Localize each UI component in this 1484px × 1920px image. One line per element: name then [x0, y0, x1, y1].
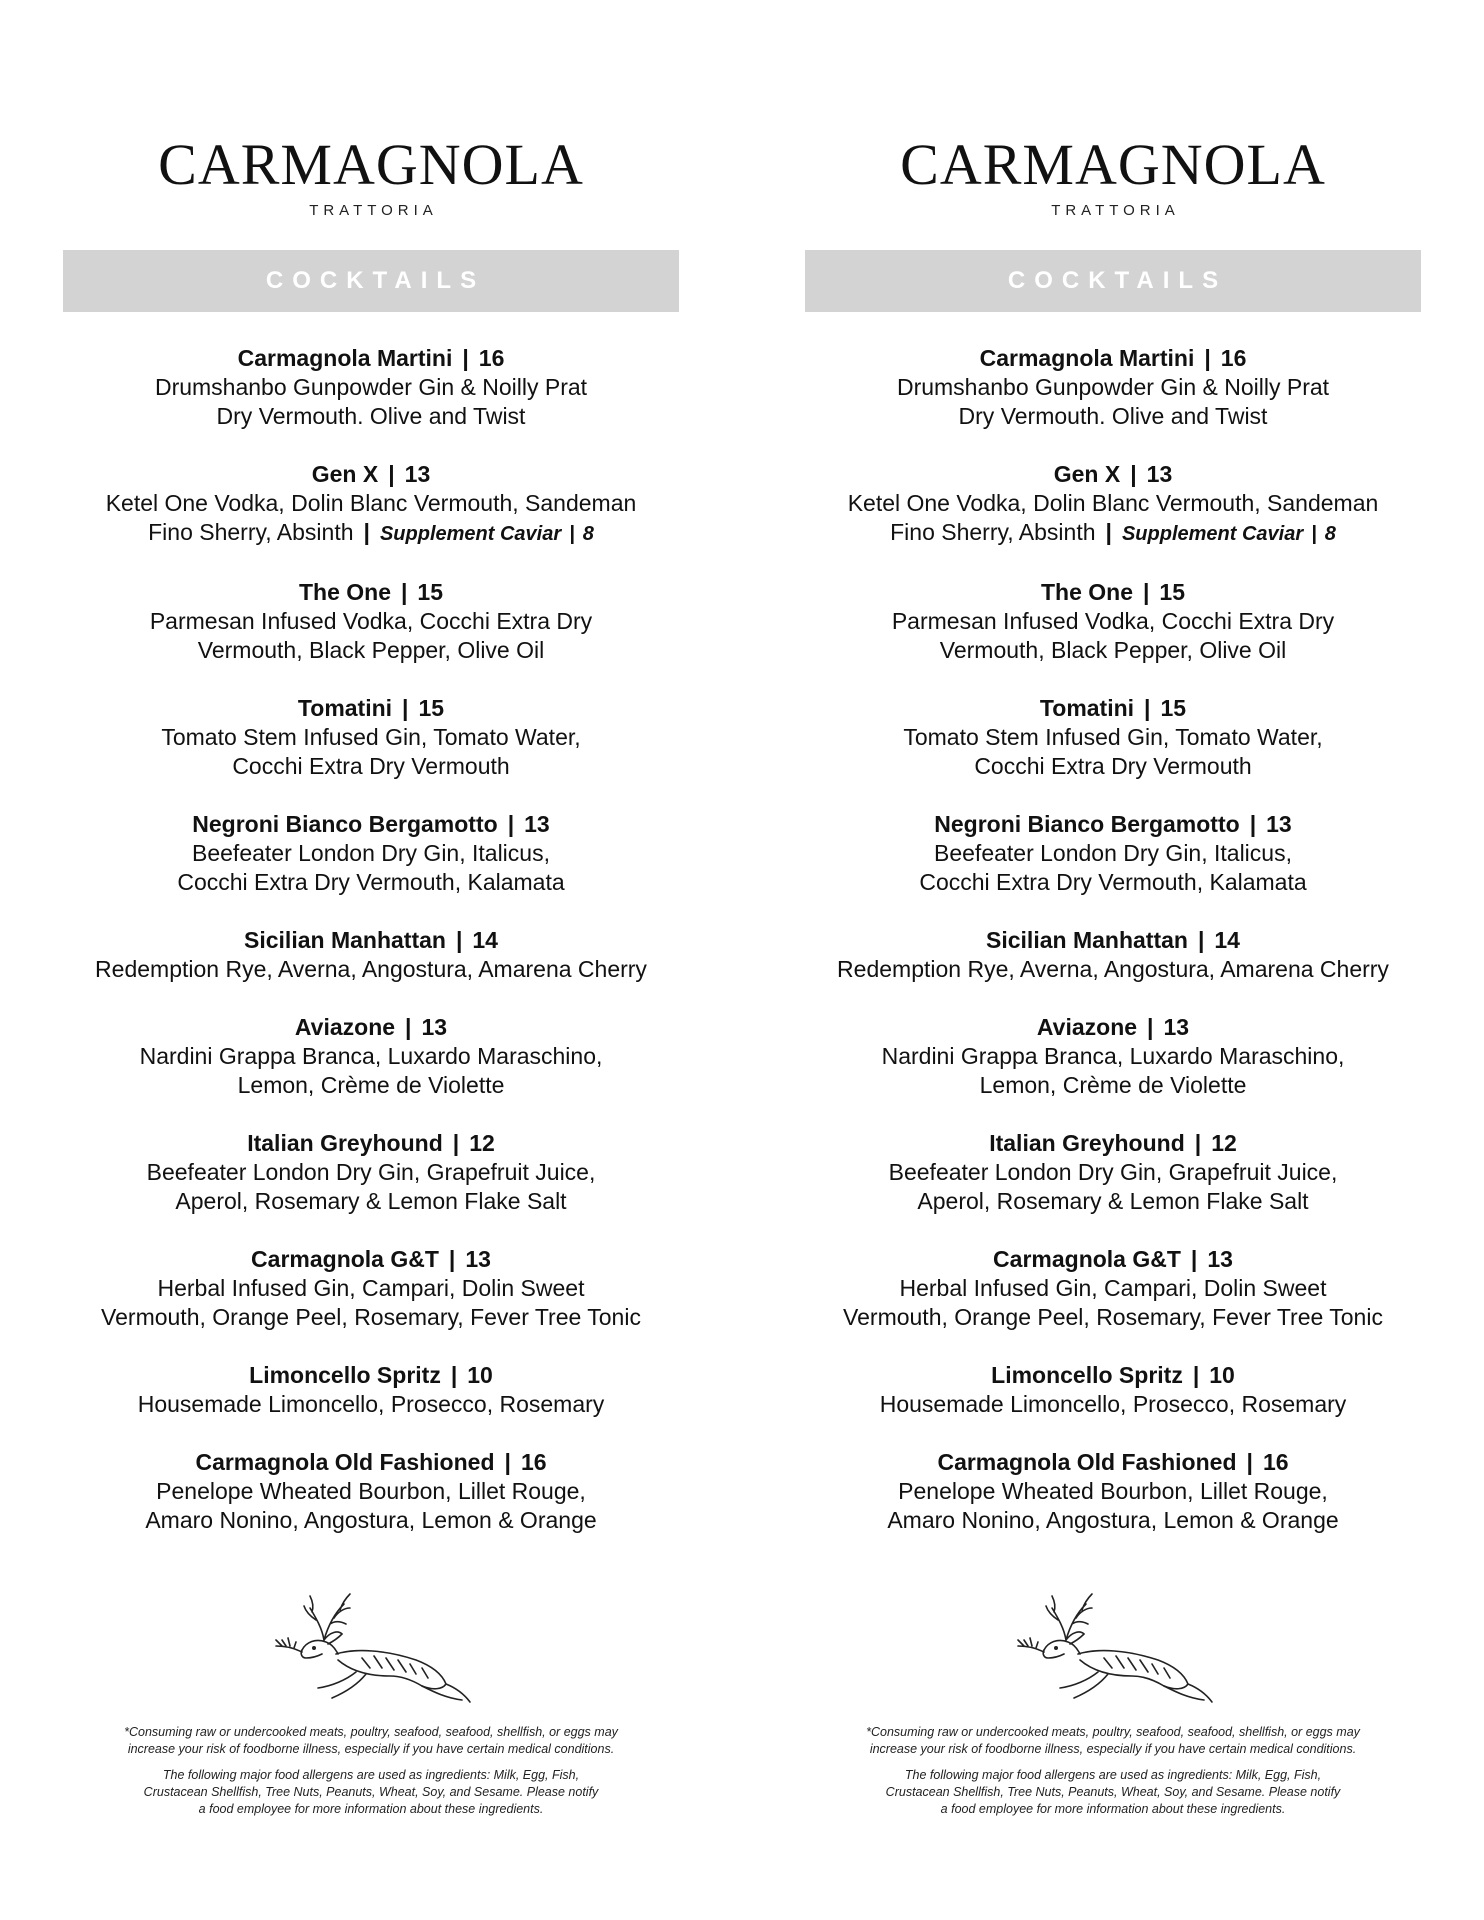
ingredient-text: Aperol, Rosemary & Lemon Flake Salt: [917, 1188, 1309, 1214]
allergen-notice-line-1: The following major food allergens are used as ingredients: Milk, Egg, Fish,: [904, 1768, 1322, 1782]
cocktail-ingredients: [805, 636, 1421, 665]
brand-subtitle: TRATTORIA: [1051, 202, 1180, 219]
cocktail-heading: [805, 1013, 1421, 1042]
ingredient-text: Vermouth, Orange Peel, Rosemary, Fever Tree Tonic: [101, 1304, 641, 1330]
price-separator: |: [507, 811, 515, 837]
section-banner: [805, 250, 1421, 312]
cocktail-price: 16: [1220, 345, 1247, 371]
consumption-warning-line-2: increase your risk of foodborne illness, especially if you have certain medical conditions.: [869, 1742, 1357, 1756]
price-separator: |: [1197, 927, 1205, 953]
price-separator: |: [402, 695, 409, 721]
price-separator: |: [1144, 695, 1151, 721]
cocktail-ingredients: [63, 1477, 679, 1506]
cocktail-ingredients: [63, 723, 679, 752]
cocktail-name: The One: [298, 579, 391, 605]
ingredient-text: Lemon, Crème de Violette: [979, 1072, 1247, 1098]
cocktail-price: 14: [1214, 927, 1240, 953]
cocktail-price: 16: [520, 1449, 547, 1475]
cocktail-ingredients: [63, 1071, 679, 1100]
cocktail-price: 13: [421, 1014, 448, 1040]
cocktail-ingredients: [63, 636, 679, 665]
cocktail-ingredients: [63, 1390, 679, 1419]
cocktail-item: [63, 344, 679, 431]
cocktail-price: 15: [418, 695, 445, 721]
cocktail-ingredients: [63, 489, 679, 518]
price-separator: |: [1311, 523, 1317, 545]
cocktail-ingredients: [805, 723, 1421, 752]
cocktail-item: [63, 810, 679, 897]
cocktail-name: Gen X: [311, 461, 379, 487]
cocktail-name: The One: [1040, 579, 1133, 605]
ingredient-text: Beefeater London Dry Gin, Grapefruit Juice,: [888, 1159, 1338, 1185]
cocktail-heading: [805, 810, 1421, 839]
cocktail-item: [805, 578, 1421, 665]
ingredient-text: Beefeater London Dry Gin, Italicus,: [192, 840, 550, 866]
ingredient-text: Vermouth, Black Pepper, Olive Oil: [939, 637, 1287, 663]
cocktail-ingredients: [63, 752, 679, 781]
food-notice: [805, 1724, 1421, 1818]
cocktail-heading: [63, 1361, 679, 1390]
ingredient-text: Cocchi Extra Dry Vermouth, Kalamata: [919, 869, 1307, 895]
cocktail-ingredients: [805, 1187, 1421, 1216]
ingredient-text: Penelope Wheated Bourbon, Lillet Rouge,: [898, 1478, 1328, 1504]
ingredient-text: Amaro Nonino, Angostura, Lemon & Orange: [887, 1507, 1339, 1533]
cocktail-heading: [63, 460, 679, 489]
price-separator: |: [448, 1246, 456, 1272]
price-separator: |: [1204, 345, 1211, 371]
cocktail-ingredients: [805, 1506, 1421, 1535]
cocktail-name: Aviazone: [294, 1014, 396, 1040]
allergen-notice-line-3: a food employee for more information about these ingredients.: [198, 1802, 544, 1816]
consumption-warning-line-2: increase your risk of foodborne illness, especially if you have certain medical conditions.: [127, 1742, 615, 1756]
cocktail-price: 13: [1146, 461, 1173, 487]
price-separator: |: [569, 523, 575, 545]
cocktail-heading: [63, 344, 679, 373]
cocktail-item: [805, 810, 1421, 897]
cocktail-heading: [805, 926, 1421, 955]
consumption-warning-line-1: *Consuming raw or undercooked meats, poultry, seafood, seafood, shellfish, or eggs may: [866, 1725, 1360, 1739]
ingredient-text: Lemon, Crème de Violette: [237, 1072, 505, 1098]
cocktail-name: Carmagnola Old Fashioned: [195, 1449, 495, 1475]
ingredient-text: Herbal Infused Gin, Campari, Dolin Sweet: [157, 1275, 585, 1301]
price-separator: |: [388, 461, 395, 487]
cocktail-ingredients: [805, 518, 1421, 549]
ingredient-text: Dry Vermouth. Olive and Twist: [216, 403, 526, 429]
cocktail-item: [805, 1448, 1421, 1535]
supplement: [380, 523, 594, 545]
cocktail-name: Negroni Bianco Bergamotto: [934, 811, 1240, 837]
ingredient-text: Nardini Grappa Branca, Luxardo Maraschino,: [881, 1043, 1345, 1069]
cocktail-ingredients: [805, 1274, 1421, 1303]
section-banner: [63, 250, 679, 312]
cocktail-price: 15: [1159, 579, 1186, 605]
cocktail-heading: [63, 1013, 679, 1042]
cocktail-name: Carmagnola Martini: [237, 345, 453, 371]
price-separator: |: [1194, 1130, 1202, 1156]
cocktail-name: Tomatini: [297, 695, 393, 721]
price-separator: |: [504, 1449, 511, 1475]
cocktail-item: [805, 1013, 1421, 1100]
cocktail-item: [63, 1245, 679, 1332]
allergen-notice-line-2: Crustacean Shellfish, Tree Nuts, Peanuts, Wheat, Soy, and Sesame. Please notify: [885, 1785, 1341, 1799]
price-separator: |: [1130, 461, 1137, 487]
brand-name: CARMAGNOLA: [900, 132, 1326, 197]
price-separator: |: [1246, 1449, 1253, 1475]
cocktail-ingredients: [63, 373, 679, 402]
cocktail-ingredients: [805, 1477, 1421, 1506]
ingredient-text: Cocchi Extra Dry Vermouth, Kalamata: [177, 869, 565, 895]
cocktail-price: 10: [467, 1362, 493, 1388]
cocktail-price: 13: [465, 1246, 491, 1272]
cocktail-heading: [63, 810, 679, 839]
cocktail-heading: [805, 460, 1421, 489]
cocktail-name: Limoncello Spritz: [991, 1362, 1183, 1388]
cocktail-ingredients: [63, 1187, 679, 1216]
ingredient-text: Aperol, Rosemary & Lemon Flake Salt: [175, 1188, 567, 1214]
cocktail-price: 13: [524, 811, 550, 837]
price-separator: |: [363, 519, 370, 545]
cocktail-name: Sicilian Manhattan: [244, 927, 446, 953]
cocktail-price: 13: [1207, 1246, 1233, 1272]
consumption-warning-line-1: *Consuming raw or undercooked meats, poultry, seafood, seafood, shellfish, or eggs may: [124, 1725, 618, 1739]
cocktail-price: 16: [1262, 1449, 1289, 1475]
ingredient-text: Dry Vermouth. Olive and Twist: [958, 403, 1268, 429]
cocktail-item: [805, 344, 1421, 431]
cocktail-price: 14: [472, 927, 498, 953]
cocktail-ingredients: [63, 1506, 679, 1535]
cocktail-ingredients: [63, 868, 679, 897]
price-separator: |: [1249, 811, 1257, 837]
cocktail-heading: [805, 1361, 1421, 1390]
ingredient-text: Amaro Nonino, Angostura, Lemon & Orange: [145, 1507, 597, 1533]
cocktail-ingredients: [63, 955, 679, 984]
ingredient-text: Tomato Stem Infused Gin, Tomato Water,: [161, 724, 581, 750]
cocktail-name: Sicilian Manhattan: [986, 927, 1188, 953]
price-separator: |: [1190, 1246, 1198, 1272]
ingredient-text: Penelope Wheated Bourbon, Lillet Rouge,: [156, 1478, 586, 1504]
ingredient-text: Tomato Stem Infused Gin, Tomato Water,: [903, 724, 1323, 750]
cocktail-heading: [63, 578, 679, 607]
cocktail-ingredients: [63, 1303, 679, 1332]
cocktail-ingredients: [805, 1303, 1421, 1332]
cocktail-heading: [63, 926, 679, 955]
brand-logo: [742, 132, 1484, 219]
ingredient-text: Drumshanbo Gunpowder Gin & Noilly Prat: [896, 374, 1330, 400]
cocktail-name: Tomatini: [1039, 695, 1135, 721]
cocktail-item: [63, 1013, 679, 1100]
cocktail-ingredients: [63, 402, 679, 431]
supplement-label: Supplement Caviar: [1121, 523, 1304, 545]
allergen-notice-line-1: The following major food allergens are used as ingredients: Milk, Egg, Fish,: [162, 1768, 580, 1782]
cocktail-heading: [805, 344, 1421, 373]
price-separator: |: [455, 927, 463, 953]
cocktail-ingredients: [805, 839, 1421, 868]
food-notice: [63, 1724, 679, 1818]
cocktail-price: 10: [1209, 1362, 1235, 1388]
cocktail-list: [805, 344, 1421, 1564]
cocktail-item: [63, 694, 679, 781]
cocktail-ingredients: [63, 839, 679, 868]
cocktail-ingredients: [805, 1390, 1421, 1419]
cocktail-name: Negroni Bianco Bergamotto: [192, 811, 498, 837]
supplement-label: Supplement Caviar: [379, 523, 562, 545]
ingredient-text: Parmesan Infused Vodka, Cocchi Extra Dry: [149, 608, 593, 634]
ingredient-text: Fino Sherry, Absinth: [148, 519, 354, 545]
ingredient-text: Vermouth, Orange Peel, Rosemary, Fever Tree Tonic: [843, 1304, 1383, 1330]
cocktail-ingredients: [805, 373, 1421, 402]
cocktail-heading: [63, 1448, 679, 1477]
ingredient-text: Redemption Rye, Averna, Angostura, Amarena Cherry: [95, 956, 647, 982]
section-title: COCKTAILS: [265, 267, 486, 294]
ingredient-text: Redemption Rye, Averna, Angostura, Amarena Cherry: [837, 956, 1389, 982]
ingredient-text: Ketel One Vodka, Dolin Blanc Vermouth, Sandeman: [847, 490, 1379, 516]
cocktail-name: Italian Greyhound: [247, 1130, 443, 1156]
ingredient-text: Parmesan Infused Vodka, Cocchi Extra Dry: [891, 608, 1335, 634]
cocktail-price: 15: [1160, 695, 1187, 721]
cocktail-price: 13: [404, 461, 431, 487]
ingredient-text: Drumshanbo Gunpowder Gin & Noilly Prat: [154, 374, 588, 400]
cocktail-item: [63, 460, 679, 549]
cocktail-heading: [805, 1245, 1421, 1274]
cocktail-price: 13: [1163, 1014, 1190, 1040]
price-separator: |: [462, 345, 469, 371]
price-separator: |: [450, 1362, 458, 1388]
ingredient-text: Housemade Limoncello, Prosecco, Rosemary: [879, 1391, 1347, 1417]
brand-name: CARMAGNOLA: [158, 132, 584, 197]
price-separator: |: [1147, 1014, 1154, 1040]
price-separator: |: [1105, 519, 1112, 545]
allergen-notice-line-3: a food employee for more information about these ingredients.: [940, 1802, 1286, 1816]
ingredient-text: Herbal Infused Gin, Campari, Dolin Sweet: [899, 1275, 1327, 1301]
cocktail-ingredients: [805, 868, 1421, 897]
ingredient-text: Fino Sherry, Absinth: [890, 519, 1096, 545]
cocktail-price: 12: [469, 1130, 495, 1156]
cocktail-item: [805, 460, 1421, 549]
cocktail-ingredients: [63, 1042, 679, 1071]
cocktail-price: 16: [478, 345, 505, 371]
cocktail-name: Carmagnola G&T: [251, 1246, 439, 1272]
jackalope-icon: [1008, 1588, 1218, 1712]
ingredient-text: Cocchi Extra Dry Vermouth: [232, 753, 510, 779]
ingredient-text: Nardini Grappa Branca, Luxardo Maraschino,: [139, 1043, 603, 1069]
ingredient-text: Housemade Limoncello, Prosecco, Rosemary: [137, 1391, 605, 1417]
cocktail-price: 13: [1266, 811, 1292, 837]
ingredient-text: Beefeater London Dry Gin, Italicus,: [934, 840, 1292, 866]
cocktail-item: [805, 1245, 1421, 1332]
cocktail-price: 12: [1211, 1130, 1237, 1156]
cocktail-ingredients: [805, 607, 1421, 636]
supplement: [1122, 523, 1336, 545]
cocktail-name: Italian Greyhound: [989, 1130, 1185, 1156]
cocktail-ingredients: [805, 955, 1421, 984]
ingredient-text: Beefeater London Dry Gin, Grapefruit Juice,: [146, 1159, 596, 1185]
cocktail-item: [63, 1129, 679, 1216]
cocktail-heading: [63, 1129, 679, 1158]
cocktail-heading: [63, 694, 679, 723]
cocktail-ingredients: [805, 1071, 1421, 1100]
cocktail-item: [805, 694, 1421, 781]
cocktail-ingredients: [63, 518, 679, 549]
cocktail-heading: [805, 578, 1421, 607]
cocktail-price: 15: [417, 579, 444, 605]
cocktail-item: [63, 1448, 679, 1535]
price-separator: |: [1142, 579, 1150, 605]
ingredient-text: Vermouth, Black Pepper, Olive Oil: [197, 637, 545, 663]
cocktail-item: [63, 1361, 679, 1419]
cocktail-heading: [805, 694, 1421, 723]
cocktail-name: Carmagnola G&T: [993, 1246, 1181, 1272]
cocktail-ingredients: [805, 489, 1421, 518]
cocktail-list: [63, 344, 679, 1564]
cocktail-name: Aviazone: [1036, 1014, 1138, 1040]
cocktail-item: [63, 578, 679, 665]
section-title: COCKTAILS: [1007, 267, 1228, 294]
price-separator: |: [1192, 1362, 1200, 1388]
cocktail-ingredients: [805, 1158, 1421, 1187]
cocktail-item: [805, 1361, 1421, 1419]
jackalope-icon: [266, 1588, 476, 1712]
supplement-price: 8: [582, 523, 594, 545]
cocktail-item: [63, 926, 679, 984]
cocktail-heading: [805, 1448, 1421, 1477]
cocktail-ingredients: [805, 752, 1421, 781]
ingredient-text: Ketel One Vodka, Dolin Blanc Vermouth, Sandeman: [105, 490, 637, 516]
cocktail-ingredients: [805, 402, 1421, 431]
cocktail-item: [805, 926, 1421, 984]
cocktail-name: Gen X: [1053, 461, 1121, 487]
cocktail-ingredients: [63, 1158, 679, 1187]
allergen-notice-line-2: Crustacean Shellfish, Tree Nuts, Peanuts, Wheat, Soy, and Sesame. Please notify: [143, 1785, 599, 1799]
cocktail-name: Carmagnola Martini: [979, 345, 1195, 371]
brand-subtitle: TRATTORIA: [309, 202, 438, 219]
cocktail-ingredients: [63, 1274, 679, 1303]
cocktail-heading: [63, 1245, 679, 1274]
price-separator: |: [400, 579, 408, 605]
supplement-price: 8: [1324, 523, 1336, 545]
cocktail-ingredients: [805, 1042, 1421, 1071]
price-separator: |: [452, 1130, 460, 1156]
cocktail-item: [805, 1129, 1421, 1216]
cocktail-name: Carmagnola Old Fashioned: [937, 1449, 1237, 1475]
menu-page-right: [742, 0, 1484, 1920]
price-separator: |: [405, 1014, 412, 1040]
cocktail-ingredients: [63, 607, 679, 636]
ingredient-text: Cocchi Extra Dry Vermouth: [974, 753, 1252, 779]
cocktail-name: Limoncello Spritz: [249, 1362, 441, 1388]
cocktail-heading: [805, 1129, 1421, 1158]
brand-logo: [0, 132, 742, 219]
